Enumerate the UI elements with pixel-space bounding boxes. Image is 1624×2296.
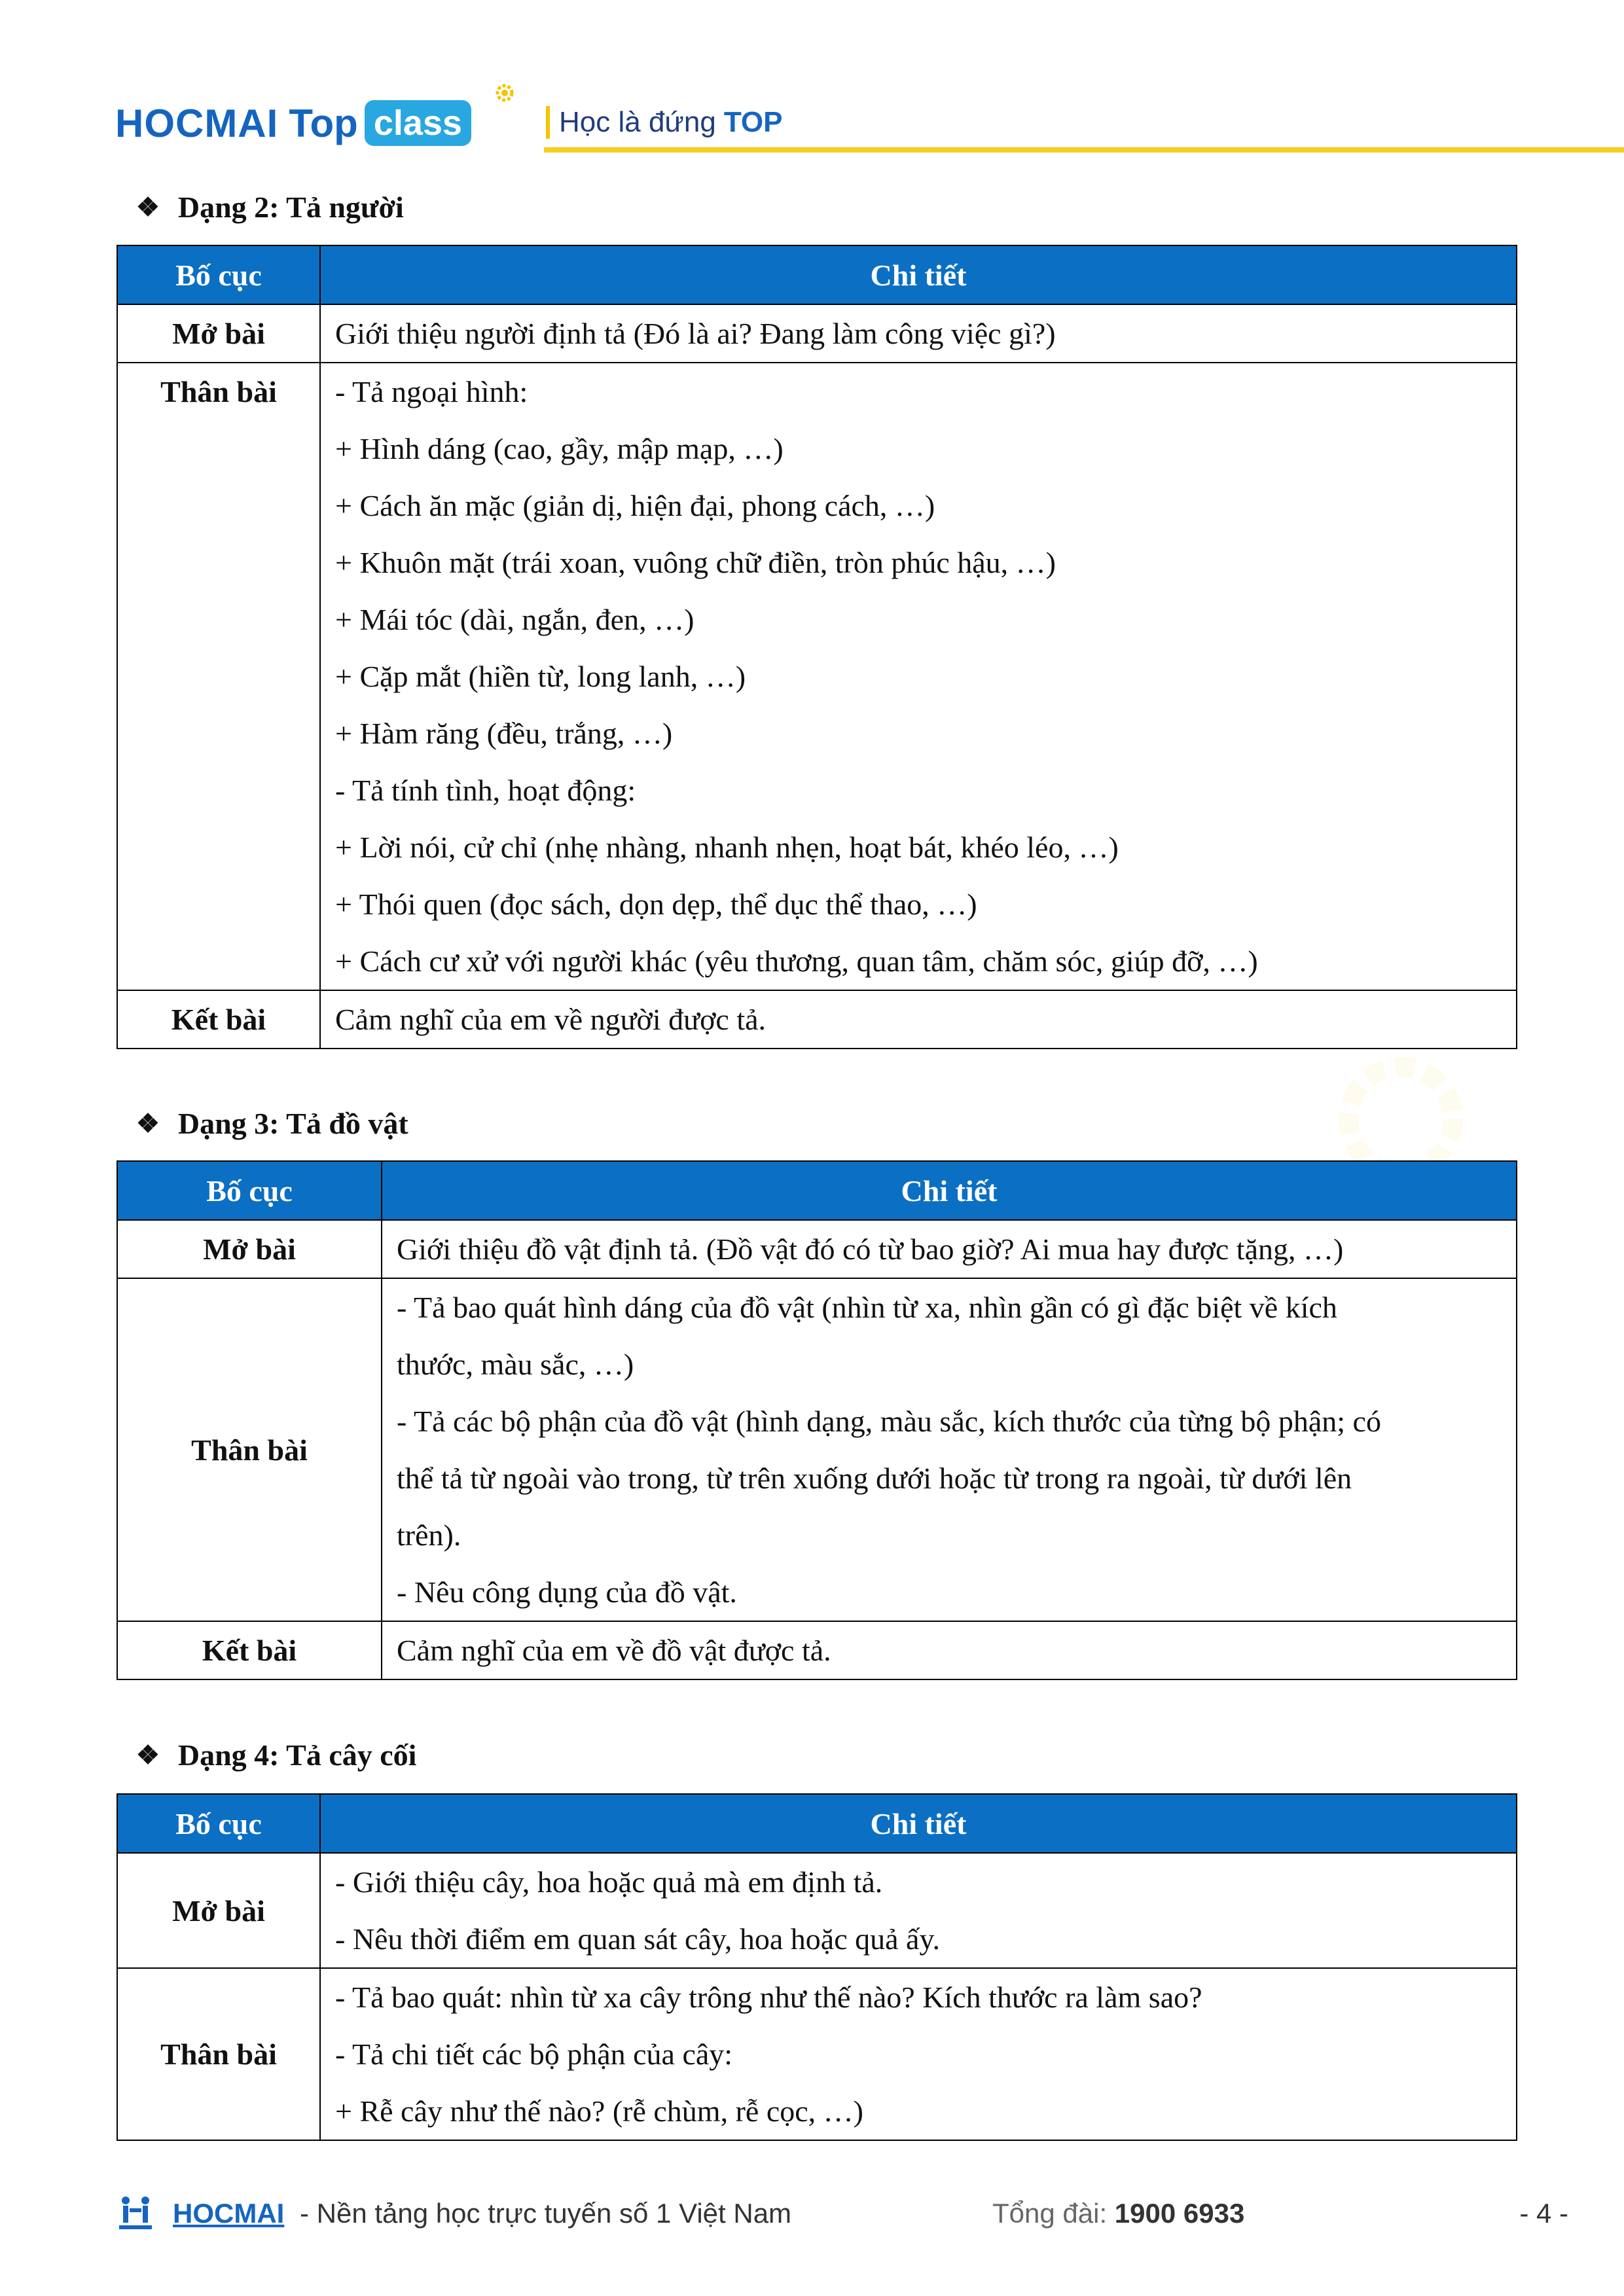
column-header-layout: Bố cục [117, 1794, 320, 1853]
row-label: Thân bài [117, 1968, 320, 2140]
detail-line: Cảm nghĩ của em về người được tả. [335, 1003, 767, 1036]
detail-line: - Nêu thời điểm em quan sát cây, hoa hoặc quả ấy. [335, 1922, 940, 1956]
detail-line: - Tả chi tiết các bộ phận của cây: [335, 2037, 733, 2071]
hotline-number: 1900 6933 [1114, 2198, 1245, 2229]
table-row [117, 1853, 1517, 1968]
detail-line: + Hàm răng (đều, trắng, …) [335, 717, 673, 750]
detail-line: + Lời nói, cử chỉ (nhẹ nhàng, nhanh nhẹn, hoạt bát, khéo léo, …) [335, 831, 1119, 864]
detail-line: - Tả bao quát: nhìn từ xa cây trông như thế nào? Kích thước ra làm sao? [335, 1981, 1202, 2014]
row-label: Mở bài [117, 304, 320, 363]
outline-table-plant [117, 1793, 1517, 2141]
row-detail [320, 1853, 1517, 1968]
column-header-detail: Chi tiết [320, 245, 1517, 304]
detail-line: - Tả các bộ phận của đồ vật (hình dạng, màu sắc, kích thước của từng bộ phận; có [397, 1405, 1381, 1438]
section-title: Dạng 2: Tả người [177, 190, 404, 224]
section-heading [136, 190, 404, 224]
detail-line: + Khuôn mặt (trái xoan, vuông chữ điền, tròn phúc hậu, …) [335, 546, 1056, 579]
column-header-detail: Chi tiết [320, 1794, 1517, 1853]
row-label: Thân bài [117, 1278, 382, 1621]
header-underline [544, 147, 1624, 152]
row-detail [382, 1220, 1517, 1278]
detail-line: - Tả tính tình, hoạt động: [335, 774, 636, 807]
detail-line: thước, màu sắc, …) [397, 1348, 634, 1381]
section-title: Dạng 3: Tả đồ vật [177, 1107, 408, 1140]
row-label: Kết bài [117, 1621, 382, 1679]
section-heading [136, 1106, 408, 1141]
row-detail [320, 990, 1517, 1049]
footer-hotline [992, 2198, 1244, 2229]
page-number: - 4 - [1519, 2198, 1568, 2229]
detail-line: + Cách cư xử với người khác (yêu thương, quan tâm, chăm sóc, giúp đỡ, …) [335, 944, 1258, 978]
column-header-layout: Bố cục [117, 1161, 382, 1220]
column-header-detail: Chi tiết [382, 1161, 1517, 1220]
hocmai-topclass-logo [115, 94, 471, 152]
table-row [117, 363, 1517, 990]
logo-top: Top [289, 101, 358, 145]
table-row [117, 1968, 1517, 2140]
detail-line: + Cặp mắt (hiền từ, long lanh, …) [335, 660, 746, 693]
detail-line: + Mái tóc (dài, ngắn, đen, …) [335, 603, 695, 636]
slogan [546, 96, 782, 149]
detail-line: + Cách ăn mặc (giản dị, hiện đại, phong cách, …) [335, 489, 935, 522]
diamond-bullet-icon: ❖ [136, 1109, 160, 1138]
row-detail [320, 304, 1517, 363]
slogan-divider [546, 106, 550, 139]
detail-line: thể tả từ ngoài vào trong, từ trên xuống dưới hoặc từ trong ra ngoài, từ dưới lên [397, 1462, 1352, 1495]
logo-class: class [365, 100, 471, 146]
slogan-highlight: TOP [723, 106, 783, 138]
table-row [117, 1220, 1517, 1278]
footer-tagline: - Nền tảng học trực tuyến số 1 Việt Nam [300, 2198, 792, 2229]
detail-line: - Giới thiệu cây, hoa hoặc quả mà em định tả. [335, 1865, 883, 1899]
footer-brand-link[interactable]: HOCMAI [173, 2198, 285, 2229]
detail-line: - Tả ngoại hình: [335, 375, 528, 408]
table-row [117, 990, 1517, 1049]
hotline-label: Tổng đài: [992, 2198, 1108, 2229]
row-label: Thân bài [117, 363, 320, 990]
detail-line: trên). [397, 1518, 461, 1552]
row-detail [320, 363, 1517, 990]
outline-table-person [117, 245, 1517, 1049]
detail-line: + Rễ cây như thế nào? (rễ chùm, rễ cọc, …) [335, 2094, 863, 2128]
table-row [117, 1278, 1517, 1621]
slogan-text: Học là đứng [559, 106, 716, 138]
detail-line: + Hình dáng (cao, gầy, mập mạp, …) [335, 432, 784, 465]
detail-line: Giới thiệu đồ vật định tả. (Đồ vật đó có từ bao giờ? Ai mua hay được tặng, …) [397, 1232, 1344, 1266]
detail-line: Giới thiệu người định tả (Đó là ai? Đang làm công việc gì?) [335, 317, 1056, 350]
detail-line: + Thói quen (đọc sách, dọn dẹp, thể dục thể thao, …) [335, 888, 977, 921]
logo-brand: HOCMAI [115, 101, 279, 145]
section-title: Dạng 4: Tả cây cối [177, 1738, 417, 1772]
row-detail [320, 1968, 1517, 2140]
row-label: Mở bài [117, 1220, 382, 1278]
detail-line: Cảm nghĩ của em về đồ vật được tả. [397, 1634, 831, 1667]
hocmai-people-icon [115, 2193, 156, 2233]
row-label: Kết bài [117, 990, 320, 1049]
diamond-bullet-icon: ❖ [136, 1740, 160, 1770]
page-footer [115, 2193, 1568, 2245]
outline-table-object [117, 1160, 1517, 1680]
detail-line: - Tả bao quát hình dáng của đồ vật (nhìn từ xa, nhìn gần có gì đặc biệt về kích [397, 1291, 1337, 1324]
table-header-row [117, 1161, 1517, 1220]
table-row [117, 1621, 1517, 1679]
table-header-row [117, 1794, 1517, 1853]
diamond-bullet-icon: ❖ [136, 192, 160, 222]
table-header-row [117, 245, 1517, 304]
column-header-layout: Bố cục [117, 245, 320, 304]
row-detail [382, 1278, 1517, 1621]
detail-line: - Nêu công dụng của đồ vật. [397, 1575, 737, 1609]
section-heading [136, 1738, 416, 1772]
page-header [115, 69, 1555, 160]
gear-icon [494, 82, 516, 104]
row-detail [382, 1621, 1517, 1679]
table-row [117, 304, 1517, 363]
row-label: Mở bài [117, 1853, 320, 1968]
